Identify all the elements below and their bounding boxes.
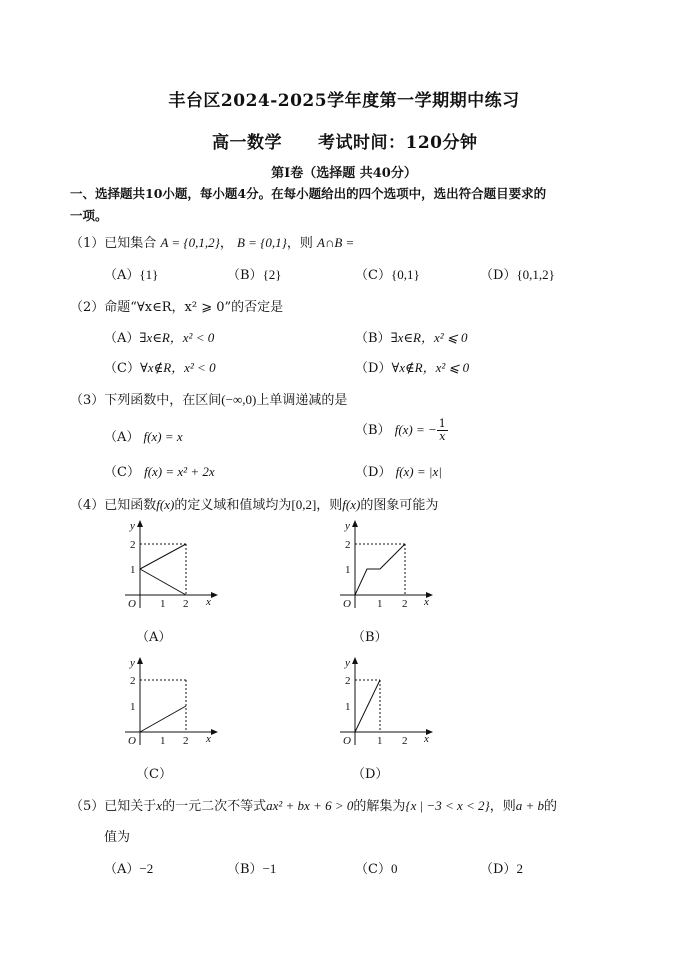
- q1-expr: A∩B =: [317, 235, 355, 250]
- q2-option-d: [355, 357, 469, 376]
- q3-option-c: [104, 461, 215, 480]
- q1-set-a: A = {0,1,2}: [160, 235, 220, 250]
- tick-2: 2: [183, 598, 189, 610]
- x-label: x: [424, 733, 429, 745]
- q1-option-a: [104, 264, 158, 283]
- option-value: {1}: [139, 267, 159, 282]
- tick-1: 1: [377, 735, 383, 747]
- option-value: f(x) = x² + 2x: [144, 464, 215, 479]
- option-value: ∃x∈R，x² ⩽ 0: [390, 330, 468, 345]
- q1-sep: ，: [219, 236, 233, 251]
- q4-text-a: 已知函数: [104, 498, 157, 513]
- y-axis-arrow: [137, 520, 143, 527]
- option-value: {2}: [262, 267, 282, 282]
- q5-option-a: [104, 858, 153, 877]
- fraction: [437, 418, 448, 443]
- y-axis-arrow: [352, 657, 358, 664]
- option-label: （B）: [355, 423, 391, 438]
- graph-segment: [140, 569, 186, 595]
- option-value: f(x) = x: [143, 429, 183, 444]
- q1-option-b: [227, 264, 282, 283]
- q3-number: （3）: [70, 393, 105, 408]
- graph-c-label: （C）: [136, 767, 172, 782]
- q4-fx-2: f(x): [342, 497, 361, 512]
- option-label: （A）: [104, 430, 140, 445]
- option-label: （B）: [355, 331, 391, 346]
- option-label: （C）: [355, 862, 391, 877]
- exam-title: 丰台区2024-2025学年度第一学期期中练习: [168, 91, 520, 111]
- y-label: y: [345, 520, 350, 532]
- option-label: （B）: [227, 268, 263, 283]
- tick-1: 1: [345, 701, 351, 713]
- fraction-numerator: 1: [438, 417, 446, 430]
- q5-sum: a + b: [515, 798, 545, 813]
- tick-1: 1: [130, 564, 136, 576]
- q2-number: （2）: [70, 300, 105, 315]
- part-heading: 第Ⅰ卷（选择题 共40分）: [271, 166, 417, 181]
- fraction-denominator: x: [439, 430, 446, 443]
- q4-fx: f(x): [156, 497, 175, 512]
- y-label: y: [130, 520, 135, 532]
- option-value: −1: [262, 861, 277, 876]
- q5-line2: 值为: [104, 830, 131, 845]
- q5-number: （5）: [70, 799, 105, 814]
- q5-solution-set: {x | −3 < x < 2}: [405, 798, 490, 813]
- section-instruction-line1: 一、选择题共10小题，每小题4分。在每小题给出的四个选项中，选出符合题目要求的: [70, 186, 547, 201]
- tick-2: 2: [130, 675, 136, 687]
- q1-text-a: 已知集合: [104, 236, 157, 251]
- question-2: [70, 296, 283, 315]
- q4-text-b: 的定义域和值域均为: [174, 498, 292, 513]
- section-instruction-line2: 一项。: [70, 208, 108, 223]
- q4-number: （4）: [70, 498, 105, 513]
- q1-set-b: B = {0,1}: [236, 235, 287, 250]
- q5-text-e: 的: [544, 799, 558, 814]
- y-label: y: [345, 657, 350, 669]
- x-label: x: [206, 596, 211, 608]
- q5-text-c: 的解集为: [353, 799, 406, 814]
- q5-option-b: [227, 858, 276, 877]
- exam-time: 考试时间：120分钟: [318, 133, 478, 153]
- option-value: f(x) = |x|: [395, 464, 442, 479]
- option-label: （D）: [480, 862, 517, 877]
- q1-option-c: [355, 264, 420, 283]
- tick-2: 2: [345, 539, 351, 551]
- q3-option-b: [355, 418, 448, 443]
- option-label: （C）: [104, 361, 140, 376]
- q5-var: x: [156, 798, 163, 813]
- graph-segment: [140, 544, 186, 569]
- subject-label: 高一数学: [212, 133, 282, 153]
- q4-text-d: 的图象可能为: [360, 498, 439, 513]
- tick-1: 1: [377, 598, 383, 610]
- question-5: [70, 795, 557, 814]
- option-label: （D）: [355, 465, 392, 480]
- origin-label: O: [128, 598, 136, 610]
- option-value: {0,1,2}: [516, 267, 555, 282]
- graph-segment: [140, 706, 186, 732]
- option-value: 2: [516, 861, 523, 876]
- tick-2: 2: [345, 675, 351, 687]
- option-label: （D）: [480, 268, 517, 283]
- option-value: ∀x∉R，x² < 0: [139, 360, 216, 375]
- question-4: [70, 494, 438, 513]
- option-value: ∃x∈R，x² < 0: [139, 330, 215, 345]
- graph-segment: [355, 680, 380, 732]
- option-label: （C）: [104, 465, 140, 480]
- tick-2: 2: [402, 735, 408, 747]
- option-label: （A）: [104, 268, 140, 283]
- q5-text-b: 的一元二次不等式: [162, 799, 267, 814]
- y-axis-arrow: [352, 520, 358, 527]
- option-label: （B）: [227, 862, 263, 877]
- question-1: [70, 232, 354, 251]
- q2-option-b: [355, 327, 468, 346]
- tick-1: 1: [160, 598, 166, 610]
- tick-1: 1: [345, 564, 351, 576]
- graph-a: [110, 515, 220, 610]
- q2-option-a: [104, 327, 214, 346]
- option-label: （D）: [355, 361, 392, 376]
- q5-option-c: [355, 858, 397, 877]
- graph-b: [325, 515, 435, 610]
- q3-option-a: [104, 426, 183, 445]
- x-label: x: [206, 733, 211, 745]
- option-value: {0,1}: [390, 267, 420, 282]
- q5-text-d: ，则: [489, 799, 516, 814]
- tick-2: 2: [402, 598, 408, 610]
- option-label: （A）: [104, 331, 140, 346]
- option-value: ∀x∉R，x² ⩽ 0: [391, 360, 470, 375]
- origin-label: O: [343, 735, 351, 747]
- option-label: （A）: [104, 862, 140, 877]
- q2-option-c: [104, 357, 216, 376]
- q5-inequality: ax² + bx + 6 > 0: [266, 798, 354, 813]
- q5-option-d: [480, 858, 523, 877]
- tick-1: 1: [130, 701, 136, 713]
- q4-range: [0,2]: [291, 497, 317, 512]
- option-value: 0: [390, 861, 398, 876]
- q1-option-d: [480, 264, 555, 283]
- option-label: （C）: [355, 268, 391, 283]
- q5-text-a: 已知关于: [104, 799, 157, 814]
- x-axis-arrow: [211, 592, 218, 598]
- y-label: y: [130, 657, 135, 669]
- origin-label: O: [343, 598, 351, 610]
- origin-label: O: [128, 735, 136, 747]
- x-axis-arrow: [211, 729, 218, 735]
- q2-text: 命题“∀x∈R，x² ⩾ 0”的否定是: [104, 300, 284, 315]
- tick-1: 1: [160, 735, 166, 747]
- y-axis-arrow: [137, 657, 143, 664]
- q3-text-b: 上单调递减的是: [256, 393, 348, 408]
- q1-text-b: ，则: [286, 236, 313, 251]
- q1-number: （1）: [70, 236, 105, 251]
- question-3: [70, 389, 347, 408]
- option-value: −2: [139, 861, 154, 876]
- option-value: f(x) = −: [394, 422, 437, 437]
- q3-text-a: 下列函数中，在区间: [104, 393, 222, 408]
- x-label: x: [424, 596, 429, 608]
- graph-segment: [355, 544, 405, 595]
- q4-text-c: ，则: [316, 498, 343, 513]
- graph-d-label: （D）: [352, 767, 389, 782]
- graph-a-label: （A）: [136, 630, 172, 645]
- graph-d: [325, 652, 435, 747]
- tick-2: 2: [183, 735, 189, 747]
- tick-2: 2: [130, 539, 136, 551]
- q3-option-d: [355, 461, 442, 480]
- graph-c: [110, 652, 220, 747]
- q3-interval: (−∞,0): [221, 392, 257, 407]
- graph-b-label: （B）: [352, 630, 388, 645]
